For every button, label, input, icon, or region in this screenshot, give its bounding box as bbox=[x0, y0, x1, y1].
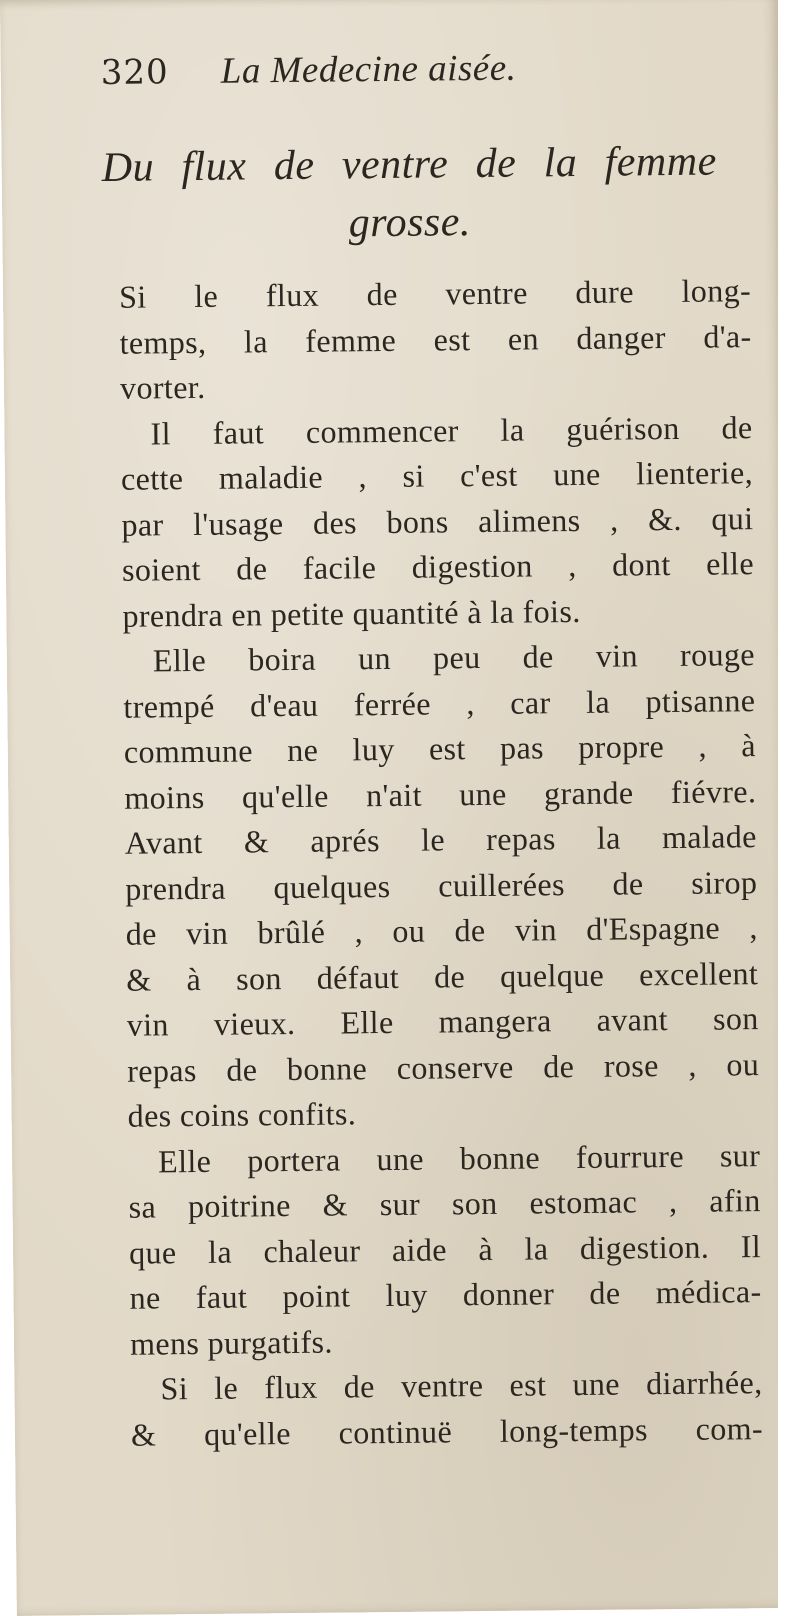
text-line: ne faut point luy donner de médica- bbox=[129, 1273, 762, 1316]
body-text bbox=[119, 268, 763, 1458]
text-line: de vin brûlé , ou de vin d'Espagne , bbox=[125, 909, 758, 952]
text-line: repas de bonne conserve de rose , ou bbox=[127, 1045, 760, 1089]
text-line: prendra en petite quantité à la fois. bbox=[122, 592, 581, 634]
text-line: trempé d'eau ferrée , car la ptisanne bbox=[123, 681, 756, 725]
text-line: par l'usage des bons alimens , &. qui bbox=[121, 499, 754, 543]
text-line: commune ne luy est pas propre , à bbox=[123, 727, 757, 770]
text-line: vin vieux. Elle mangera avant son bbox=[126, 1000, 759, 1043]
text-line: cette maladie , si c'est une lienterie, bbox=[120, 454, 754, 497]
text-line: moins qu'elle n'ait une grande fiévre. bbox=[124, 772, 757, 816]
text-line: & qu'elle continuë long-temps com- bbox=[130, 1409, 764, 1453]
text-line: Si le flux de ventre est une diarrhée, bbox=[160, 1364, 763, 1407]
text-line: Avant & aprés le repas la malade bbox=[124, 818, 757, 861]
page-number: 320 bbox=[100, 52, 169, 93]
text-line: sa poitrine & sur son estomac , afin bbox=[128, 1182, 761, 1225]
text-line: Elle portera une bonne fourrure sur bbox=[157, 1136, 761, 1179]
page-margin bbox=[778, 0, 800, 1616]
section-title-line-2: grosse. bbox=[348, 199, 472, 247]
text-line: mens purgatifs. bbox=[129, 1323, 333, 1362]
text-line: soient de facile digestion , dont elle bbox=[121, 545, 755, 588]
section-title-line-1: Du flux de ventre de la femme bbox=[101, 138, 717, 191]
section-title bbox=[101, 133, 717, 255]
text-line: que la chaleur aide à la digestion. Il bbox=[128, 1227, 762, 1271]
text-line: des coins confits. bbox=[127, 1095, 357, 1134]
text-line: & à son défaut de quelque excellent bbox=[126, 954, 759, 998]
text-line: Elle boira un peu de vin rouge bbox=[152, 636, 756, 679]
text-line: vorter. bbox=[119, 368, 206, 406]
text-line: temps, la femme est en danger d'a- bbox=[119, 317, 752, 361]
text-line: prendra quelques cuillerées de sirop bbox=[125, 863, 758, 907]
text-line: Il faut commencer la guérison de bbox=[150, 408, 753, 451]
running-title: La Medecine aisée. bbox=[220, 47, 517, 92]
running-head bbox=[101, 46, 621, 101]
text-line: Si le flux de ventre dure long- bbox=[118, 272, 752, 315]
